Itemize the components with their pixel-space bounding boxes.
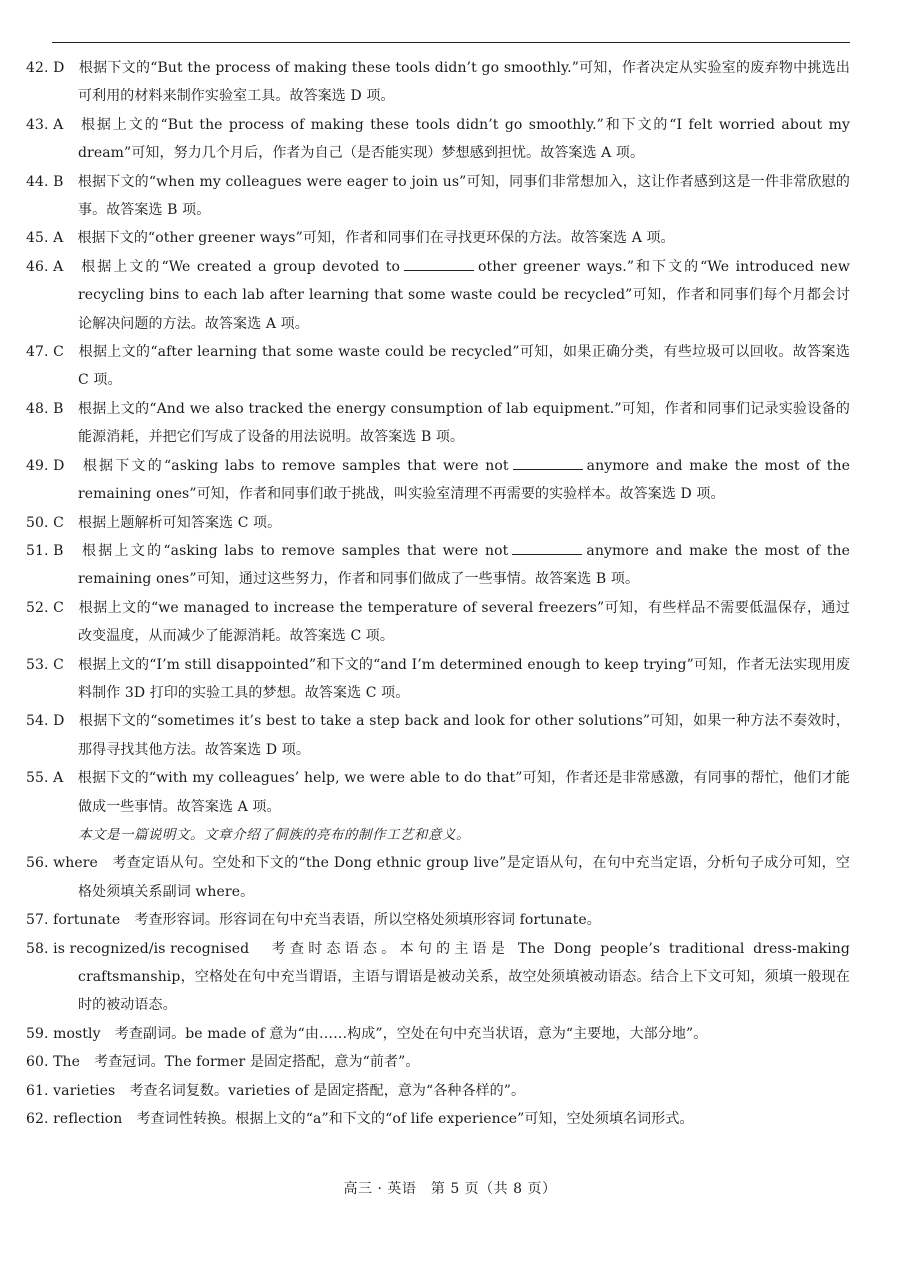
answer-item-45 [26, 224, 850, 252]
answer-item-48 [26, 395, 850, 452]
answer-item-60 [26, 1048, 850, 1076]
blank-line [404, 258, 474, 271]
answer-explanation: 根据上题解析可知答案选 C 项。 [78, 514, 282, 531]
answer-explanation: 考查冠词。The former 是固定搭配，意为“前者”。 [94, 1054, 420, 1071]
answer-number: 42. D [26, 60, 65, 76]
answer-item-58 [26, 935, 850, 1020]
answer-explanation: 根据下文的“other greener ways”可知，作者和同事们在寻找更环保的方法。故答案选 A 项。 [77, 230, 675, 247]
answer-number: 48. B [26, 400, 64, 417]
answer-number: 49. D [26, 457, 65, 474]
answer-number: 54. D [26, 713, 65, 730]
answer-explanation: 考查形容词。形容词在句中充当表语，所以空格处须填形容词 fortunate。 [134, 912, 601, 929]
blank-line [513, 457, 583, 470]
answer-number: 60. The [26, 1054, 81, 1071]
answer-explanation-part1: 根据下文的“asking labs to remove samples that were not [82, 457, 509, 474]
answer-item-43 [26, 111, 850, 168]
top-rule [52, 42, 850, 43]
answer-number: 59. mostly [26, 1025, 101, 1042]
answer-number: 52. C [26, 599, 64, 616]
answer-number: 43. A [26, 116, 64, 133]
answer-number: 44. B [26, 173, 64, 190]
answer-explanation: 根据下文的“when my colleagues were eager to join us”可知，同事们非常想加入，这让作者感到这是一件非常欣慰的事。故答案选 B 项。 [77, 173, 850, 219]
answer-explanation-part1: 根据上文的“We created a group devoted to [81, 258, 401, 275]
page-footer: 高三 · 英语 第 5 页（共 8 页） [343, 1181, 557, 1197]
answer-item-57 [26, 906, 850, 934]
answer-item-61 [26, 1077, 850, 1105]
answer-explanation: 考查名词复数。varieties of 是固定搭配，意为“各种各样的”。 [129, 1082, 526, 1099]
answer-explanation: 根据上文的“we managed to increase the temperature of several freezers”可知，有些样品不需要低温保存，通过改变温度，从而减少了能源消耗。故答案选 C 项。 [78, 599, 850, 645]
answer-explanation-part2: anymore and make the most of the remaining ones”可知，通过这些努力，作者和同事们做成了一些事情。故答案选 B 项。 [78, 542, 850, 588]
answer-item-56 [26, 849, 850, 906]
blank-line [512, 542, 582, 555]
answer-item-46 [26, 253, 850, 338]
answer-explanation: 根据下文的“But the process of making these tools didn’t go smoothly.”可知，作者决定从实验室的废弃物中挑选出可利用的材料来制作实验室工具。故答案选 D 项。 [78, 60, 850, 105]
answer-item-42 [26, 54, 850, 111]
answer-explanation-part2: anymore and make the most of the remaining ones”可知，作者和同事们敢于挑战，叫实验室清理不再需要的实验样本。故答案选 D 项。 [78, 457, 850, 503]
answer-item-55 [26, 764, 850, 821]
answer-number: 46. A [26, 258, 64, 275]
answer-explanation-part1: 根据上文的“asking labs to remove samples that were not [81, 542, 509, 559]
answer-number: 55. A [26, 770, 64, 787]
answer-explanation-part2: other greener ways.”和下文的“We introduced new recycling bins to each lab after learning that some waste could be recycled”可知，作者和同事们每个月都会讨论解决问题的方法。故答案选 A 项。 [78, 258, 850, 332]
answer-explanations [26, 54, 850, 1133]
answer-item-47 [26, 338, 850, 395]
answer-explanation: 根据上文的“after learning that some waste could be recycled”可知，如果正确分类，有些垃圾可以回收。故答案选 C 项。 [78, 344, 850, 389]
answer-explanation: 根据上文的“But the process of making these tools didn’t go smoothly.”和下文的“I felt worried about my dream”可知，努力几个月后，作者为自己（是否能实现）梦想感到担忧。故答案选 A 项。 [78, 116, 850, 162]
answer-item-59 [26, 1020, 850, 1048]
answer-number: 61. varieties [26, 1082, 116, 1099]
answer-number: 57. fortunate [26, 912, 121, 929]
answer-number: 56. where [26, 855, 98, 872]
answer-item-62 [26, 1105, 850, 1133]
answer-item-44 [26, 168, 850, 225]
answer-item-50 [26, 509, 850, 537]
answer-item-49 [26, 452, 850, 509]
answer-number: 45. A [26, 230, 64, 247]
answer-number: 50. C [26, 514, 64, 531]
answer-explanation: 考查词性转换。根据上文的“a”和下文的“of life experience”可知，空处须填名词形式。 [136, 1111, 694, 1128]
answer-number: 51. B [26, 542, 64, 559]
answer-explanation: 考查时态语态。本句的主语是 The Dong people’s traditional dress-making craftsmanship，空格处在句中充当谓语，主语与谓语是被动关系，故空处须填被动语态。结合上下文可知，须填一般现在时的被动语态。 [78, 940, 850, 1014]
answer-item-51 [26, 537, 850, 594]
answer-explanation: 根据下文的“sometimes it’s best to take a step back and look for other solutions”可知，如果一种方法不奏效时，那得寻找其他方法。故答案选 D 项。 [78, 713, 850, 758]
answer-explanation: 根据下文的“with my colleagues’ help, we were able to do that”可知，作者还是非常感激，有同事的帮忙，他们才能做成一些事情。故答案选 A 项。 [77, 770, 850, 815]
answer-explanation: 考查副词。be made of 意为“由……构成”，空处在句中充当状语，意为“主要地，大部分地”。 [114, 1025, 708, 1042]
answer-explanation: 考查定语从句。空处和下文的“the Dong ethnic group live”是定语从句，在句中充当定语，分析句子成分可知，空格处须填关系副词 where。 [78, 855, 850, 900]
answer-number: 58. is recognized/is recognised [26, 940, 250, 957]
answer-item-52 [26, 594, 850, 651]
answer-explanation: 根据上文的“And we also tracked the energy consumption of lab equipment.”可知，作者和同事们记录实验设备的能源消耗，并把它们写成了设备的用法说明。故答案选 B 项。 [77, 400, 850, 446]
handwritten-passage-note: 本文是一篇说明文。文章介绍了侗族的亮布的制作工艺和意义。 [78, 826, 470, 843]
answer-explanation: 根据上文的“I’m still disappointed”和下文的“and I’m determined enough to keep trying”可知，作者无法实现用废料制作 3D 打印的实验工具的梦想。故答案选 C 项。 [78, 656, 850, 701]
answer-number: 47. C [26, 344, 64, 361]
answer-number: 62. reflection [26, 1111, 123, 1128]
answer-number: 53. C [26, 656, 64, 673]
answer-item-53 [26, 651, 850, 708]
answer-item-54 [26, 707, 850, 764]
